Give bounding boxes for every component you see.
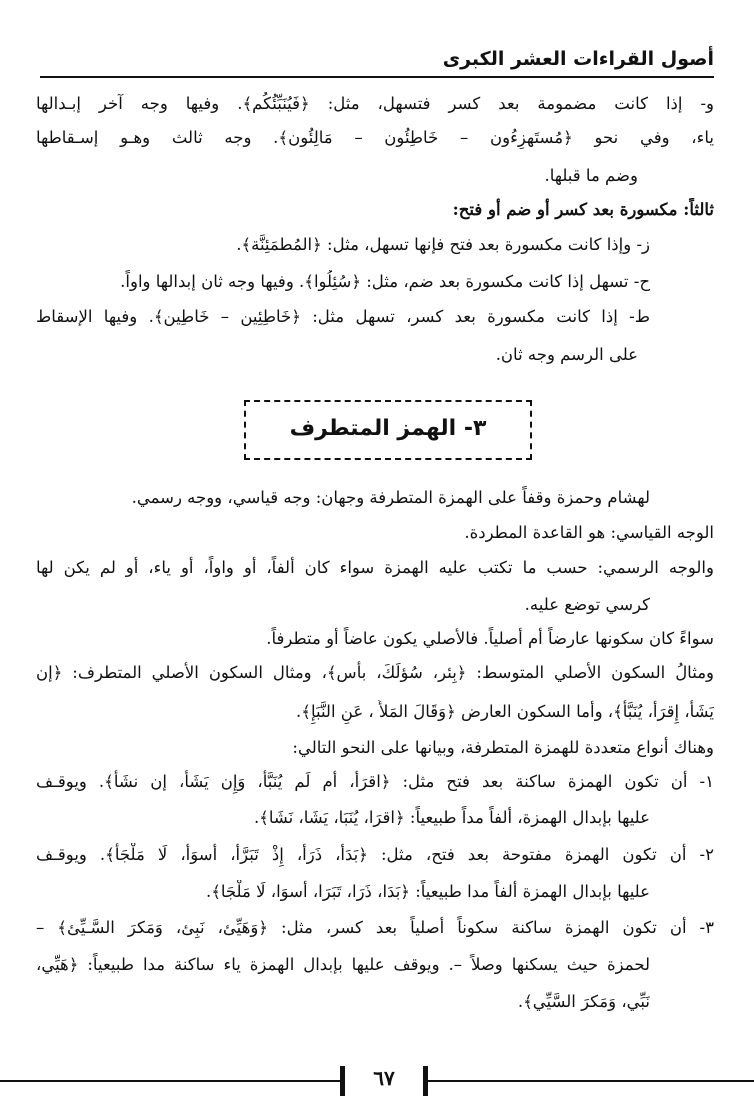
list-item: ط- إذا كانت مكسورة بعد كسر، تسهل مثل: ﴿خَاطِئِين – خَاطِين﴾. وفيها الإسقاط bbox=[36, 307, 650, 326]
list-item: ١- أن تكون الهمزة ساكنة بعد فتح مثل: ﴿اقرَأ، أم لَم يُنَبَّأ، وَإِن يَشَأ، إن نشَأ﴾. ويوقـف bbox=[36, 772, 714, 791]
footer-rule-right bbox=[428, 1080, 754, 1082]
paragraph-line: و- إذا كانت مضمومة بعد كسر فتسهل، مثل: ﴿فَيُنَبِّئُكُم﴾. وفيها وجه آخر إبـدالها bbox=[36, 94, 714, 113]
paragraph-line: الوجه القياسي: هو القاعدة المطردة. bbox=[464, 523, 714, 542]
paragraph-line: وضم ما قبلها. bbox=[544, 166, 638, 185]
subheading-line: ثالثاً: مكسورة بعد كسر أو ضم أو فتح: bbox=[452, 200, 714, 219]
paragraph-line: يَشَأ، إِقرَأ، يُنَبَّأ﴾، وأما السكون العارض ﴿وَقَالَ المَلأُ ، عَنِ النَّبَإِ﴾. bbox=[296, 702, 714, 721]
list-item: ٢- أن تكون الهمزة مفتوحة بعد فتح، مثل: ﴿بَدَأَ، ذَرَأَ، إِذْ تَبَرَّأَ، أَسوَأَ، لَا مَلْجَأَ﴾. ويوقـف bbox=[36, 845, 714, 864]
page-number: ٦٧ bbox=[373, 1066, 395, 1090]
header-title: أصول القراءات العشر الكبرى bbox=[442, 48, 714, 70]
list-item: ٣- أن تكون الهمزة ساكنة سكوناً أصلياً بعد كسر، مثل: ﴿وَهَيِّئ، نَبِئ، وَمَكرَ السَّـيِّئ﴾ – bbox=[36, 918, 714, 937]
paragraph-line: على الرسم وجه ثان. bbox=[495, 345, 638, 364]
paragraph-line: وهناك أنواع متعددة للهمزة المتطرفة، وبيانها على النحو التالي: bbox=[292, 738, 714, 757]
paragraph-line: ياء، وفي نحو ﴿مُستَهزِءُون – خَاطِئُون – مَالِئُون﴾. وجه ثالث وهـو إسـقاطها bbox=[36, 128, 714, 147]
list-item: ز- وإذا كانت مكسورة بعد فتح فإنها تسهل، مثل: ﴿المُطمَئِنَّة﴾. bbox=[236, 235, 650, 254]
list-item: ح- تسهل إذا كانت مكسورة بعد ضم، مثل: ﴿سُئِلُوا﴾. وفيها وجه ثان إبدالها واواً. bbox=[120, 272, 650, 291]
running-header bbox=[40, 48, 714, 78]
paragraph-line: ومثالُ السكون الأصلي المتوسط: ﴿بِئر، سُؤلَكَ، بأس﴾، ومثال السكون الأصلي المتطرف: ﴿إن bbox=[36, 663, 714, 682]
list-item-continuation: عليها بإبدال الهمزة ألفاً مدا طبيعياً: ﴿بَدَا، ذَرَا، تَبَرَا، أَسوَا، لَا مَلْجَا﴾. bbox=[205, 882, 650, 901]
list-item-continuation: عليها بإبدال الهمزة، ألفاً مداً طبيعياً: ﴿اقرَا، يُنَبَا، يَشَا، نَشَا﴾. bbox=[253, 808, 650, 827]
section-heading: ٣- الهمز المتطرف bbox=[289, 416, 487, 441]
footer-rule-left bbox=[0, 1080, 340, 1082]
list-item-continuation: لحمزة حيث يسكنها وصلاً –. ويوقف عليها بإبدال الهمزة ياء ساكنة مدا طبيعياً: ﴿هَيِّي، bbox=[36, 955, 650, 974]
paragraph-line: والوجه الرسمي: حسب ما تكتب عليه الهمزة سواء كان ألفاً، أو واواً، أو ياء، أو لم يكن لها bbox=[36, 558, 714, 577]
section-heading-box bbox=[244, 400, 532, 460]
paragraph-line: كرسي توضع عليه. bbox=[524, 595, 650, 614]
paragraph-line: لهشام وحمزة وقفاً على الهمزة المتطرفة وجهان: وجه قياسي، ووجه رسمي. bbox=[131, 488, 650, 507]
list-item-continuation: نَبِّي، وَمَكرَ السَّيِّي﴾. bbox=[517, 992, 650, 1011]
paragraph-line: سواءً كان سكونها عارضاً أم أصلياً. فالأصلي يكون عاضاً أو متطرفاً. bbox=[266, 629, 714, 648]
